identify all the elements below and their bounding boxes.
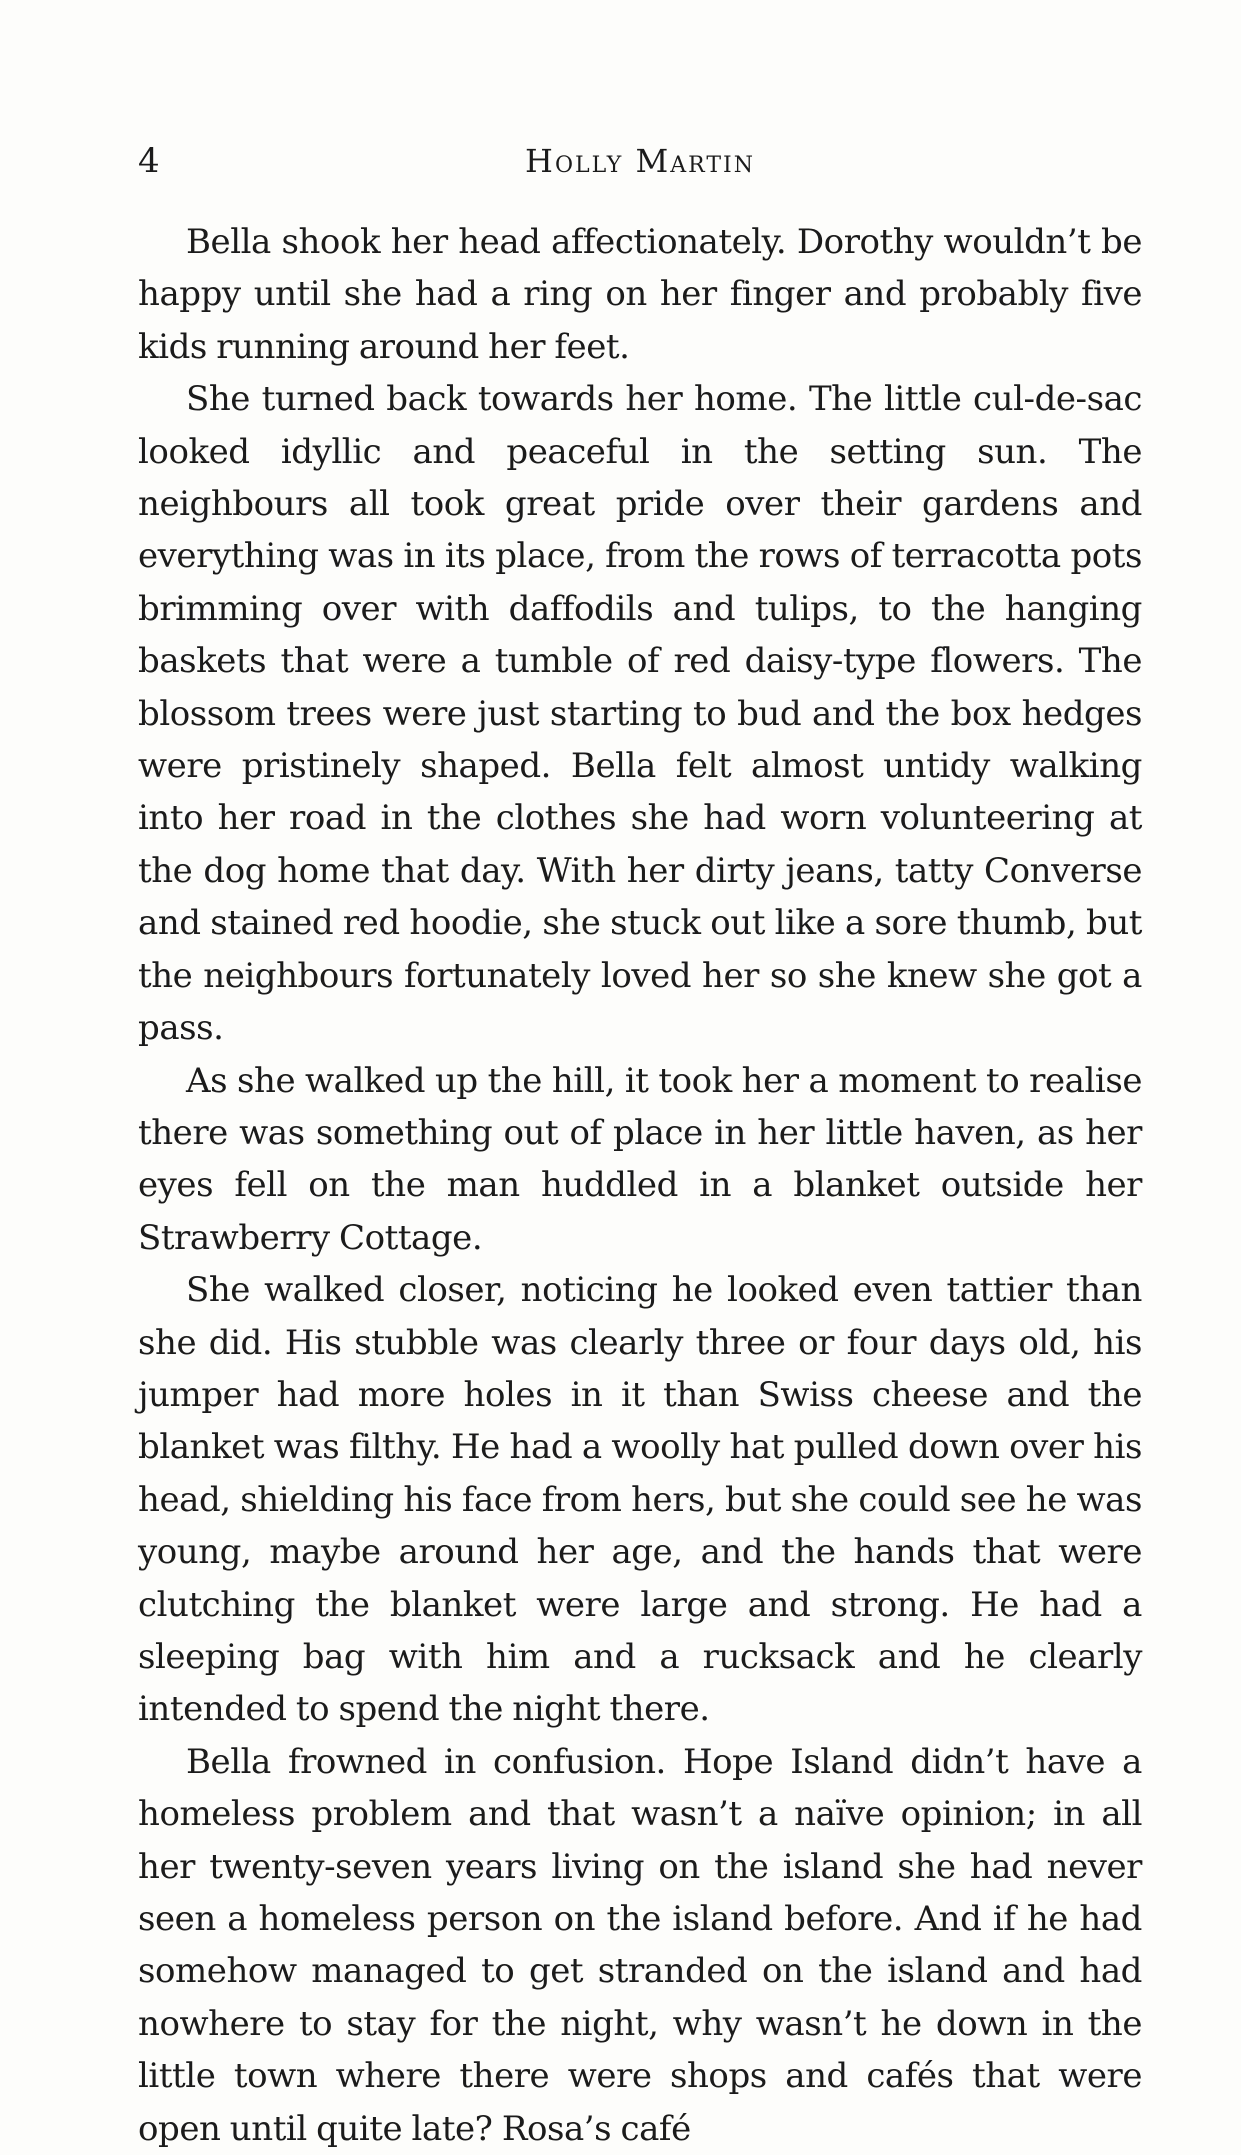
paragraph: Bella frowned in confusion. Hope Island didn’t have a homeless problem and that wasn’t a naïve opinion; in all her twenty-seven years living on the island she had never seen a homeless person on the island before. And if he had somehow managed to get stranded on the island and had nowhere to stay for the night, why wasn’t he down in the little town where there were shops and cafés that were open until quite late? Rosa’s café (138, 1741, 1142, 2149)
running-header (138, 136, 1142, 186)
paragraph: As she walked up the hill, it took her a moment to realise there was something out of place in her little haven, as her eyes fell on the man huddled in a blanket outside her Strawberry Cottage. (138, 1060, 1142, 1258)
paragraph: She turned back towards her home. The little cul-de-sac looked idyllic and peaceful in the setting sun. The neighbours all took great pride over their gardens and everything was in its place, from the rows of terracotta pots brimming over with daffodils and tulips, to the hanging baskets that were a tumble of red daisy-type flowers. The blossom trees were just starting to bud and the box hedges were pristinely shaped. Bella felt almost untidy walking into her road in the clothes she had worn volunteering at the dog home that day. With her dirty jeans, tatty Converse and stained red hoodie, she stuck out like a sore thumb, but the neighbours fortunately loved her so she knew she got a pass. (138, 379, 1142, 1049)
paragraph: Bella shook her head affectionately. Dorothy wouldn’t be happy until she had a ring on her finger and probably five kids running around her feet. (138, 222, 1142, 367)
body-text (138, 216, 1142, 2155)
page-number: 4 (138, 141, 160, 181)
paragraph: She walked closer, noticing he looked even tattier than she did. His stubble was clearly three or four days old, his jumper had more holes in it than Swiss cheese and the blanket was filthy. He had a woolly hat pulled down over his head, shielding his face from hers, but she could see he was young, maybe around her age, and the hands that were clutching the blanket were large and strong. He had a sleeping bag with him and a rucksack and he clearly intended to spend the night there. (138, 1270, 1142, 1730)
running-head-author: Holly Martin (525, 142, 755, 180)
